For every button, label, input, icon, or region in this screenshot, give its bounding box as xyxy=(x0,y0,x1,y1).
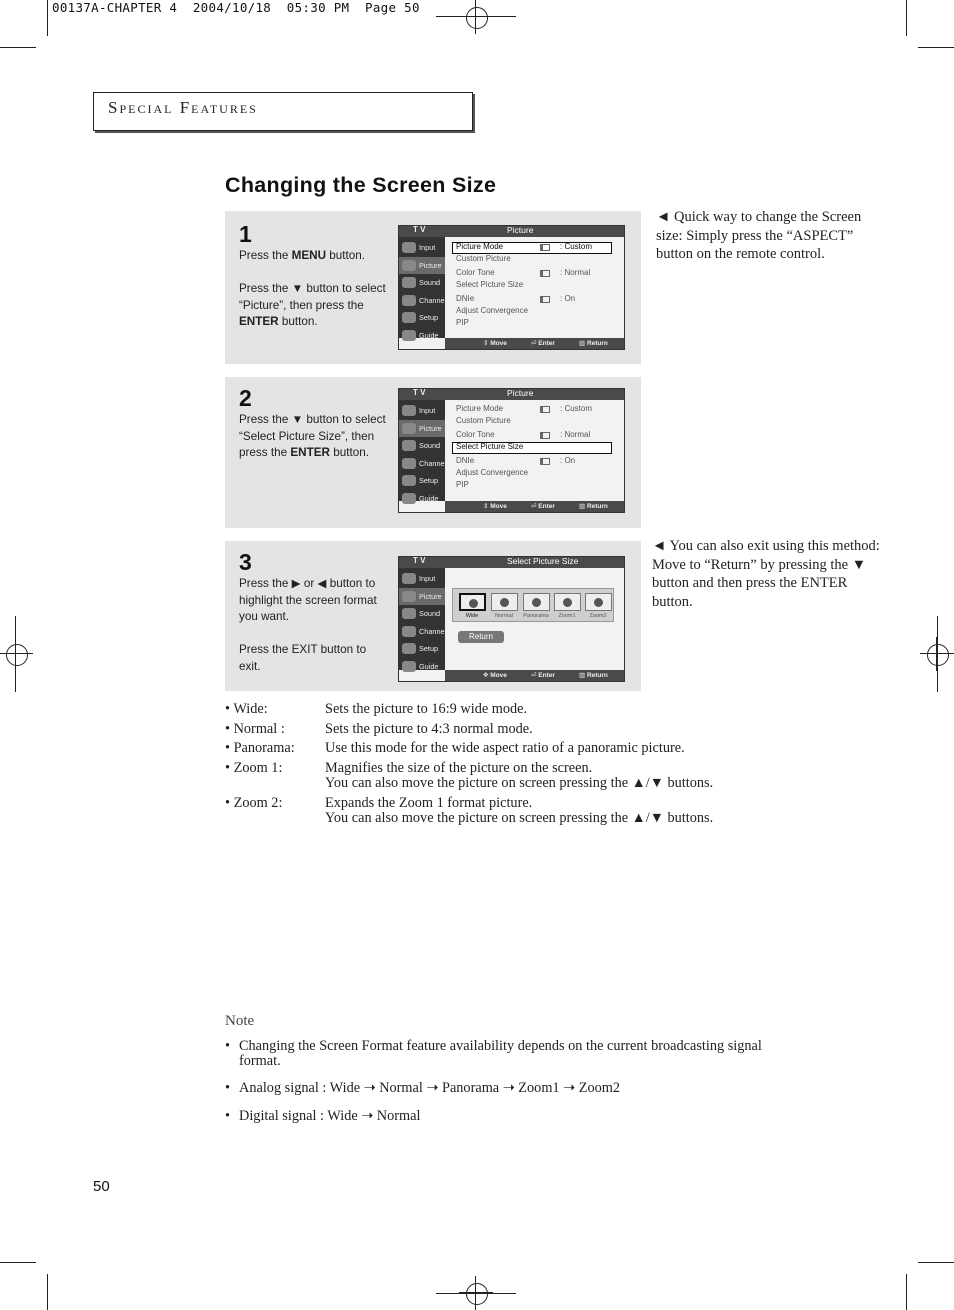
return-hint: ▥ Return xyxy=(579,672,608,679)
page-number: 50 xyxy=(93,1178,110,1195)
menu-row-color-tone[interactable]: Color Tone : Normal xyxy=(456,268,591,277)
picture-icon xyxy=(402,423,416,434)
tv-menu-screen xyxy=(398,388,625,513)
tv-size-screen xyxy=(398,556,625,682)
tv-footer xyxy=(445,501,624,512)
size-option-wide[interactable] xyxy=(459,593,486,611)
page-title: Changing the Screen Size xyxy=(225,173,497,197)
move-hint: ⇕ Move xyxy=(483,503,507,510)
return-button[interactable]: Return xyxy=(458,631,504,643)
menu-marker-icon xyxy=(540,296,550,303)
step-3-panel xyxy=(225,541,641,691)
move-hint: ✥ Move xyxy=(483,672,507,679)
step-line: Press the ▼ button to select “Picture”, then press the ENTER button. xyxy=(239,282,386,328)
crop-mark xyxy=(906,1274,907,1310)
menu-row-adjust-convergence[interactable]: Adjust Convergence xyxy=(456,306,529,315)
step-number: 2 xyxy=(239,385,252,411)
crop-mark xyxy=(47,0,48,36)
size-label: Normal xyxy=(495,613,513,619)
menu-marker-icon xyxy=(540,458,550,465)
menu-row-dnie[interactable]: DNIe : On xyxy=(456,456,576,465)
step-instructions xyxy=(239,576,389,692)
tv-sidebar-item-picture[interactable]: Picture xyxy=(399,420,445,437)
tv-menu-header: Picture xyxy=(507,225,534,235)
step-instructions xyxy=(239,412,389,478)
move-hint: ⇕ Move xyxy=(483,340,507,347)
return-hint: ▥ Return xyxy=(579,503,608,510)
menu-row-select-picture-size[interactable]: Select Picture Size xyxy=(456,442,524,451)
step-line: Press the ▶ or ◀ button to highlight the screen format you want. xyxy=(239,577,377,623)
crop-mark xyxy=(0,47,36,48)
size-label: Wide xyxy=(465,613,479,619)
tv-sidebar-item-sound[interactable]: Sound xyxy=(399,605,445,622)
tv-sidebar-item-setup[interactable]: Setup xyxy=(399,472,445,489)
tv-sidebar-item-setup[interactable]: Setup xyxy=(399,309,445,326)
tv-menu-header: Select Picture Size xyxy=(507,556,579,566)
note-heading: Note xyxy=(225,1013,255,1029)
size-label: Panorama xyxy=(523,613,549,619)
guide-icon xyxy=(402,330,416,341)
size-label: Zoom1 xyxy=(558,613,576,619)
menu-row-pip[interactable]: PIP xyxy=(456,318,469,327)
tv-sidebar-item-input[interactable]: Input xyxy=(399,570,445,587)
return-hint: ▥ Return xyxy=(579,340,608,347)
size-option-zoom1[interactable] xyxy=(554,593,581,611)
tv-sidebar-item-sound[interactable]: Sound xyxy=(399,274,445,291)
picture-icon xyxy=(402,260,416,271)
tv-sidebar xyxy=(399,568,445,670)
tv-menu-screen xyxy=(398,225,625,350)
tv-sidebar-item-guide[interactable]: Guide xyxy=(399,658,445,675)
step-line: Press the ▼ button to select “Select Picture Size”, then press the ENTER button. xyxy=(239,413,386,459)
sound-icon xyxy=(402,277,416,288)
crop-mark xyxy=(918,47,954,48)
input-icon xyxy=(402,242,416,253)
menu-marker-icon xyxy=(540,432,550,439)
tv-sidebar-item-channel[interactable]: Channel xyxy=(399,292,445,309)
tv-footer xyxy=(445,338,624,349)
tv-sidebar-item-picture[interactable]: Picture xyxy=(399,588,445,605)
step-line: Press the EXIT button to exit. xyxy=(239,643,367,673)
registration-mark-icon xyxy=(920,637,954,671)
menu-row-picture-mode[interactable]: Picture Mode : Custom xyxy=(456,242,593,251)
tv-brand: T V xyxy=(413,225,426,234)
tv-title-bar xyxy=(399,226,624,237)
menu-marker-icon xyxy=(540,244,550,251)
side-note-aspect: ◄ Quick way to change the Screen size: Simply press the “ASPECT” button on the remote control. xyxy=(656,209,862,262)
menu-marker-icon xyxy=(540,406,550,413)
side-note-return: ◄ You can also exit using this method: Move to “Return” by pressing the ▼ button and then press the ENTER button. xyxy=(652,538,880,610)
registration-mark-icon xyxy=(459,0,493,34)
section-title: Special Features xyxy=(108,98,258,117)
sound-icon xyxy=(402,608,416,619)
size-option-normal[interactable] xyxy=(491,593,518,611)
tv-sidebar-item-channel[interactable]: Channel xyxy=(399,623,445,640)
menu-row-custom-picture[interactable]: Custom Picture xyxy=(456,416,511,425)
crop-mark xyxy=(47,1274,48,1310)
picture-icon xyxy=(402,591,416,602)
menu-row-picture-mode[interactable]: Picture Mode : Custom xyxy=(456,404,593,413)
tv-menu-list xyxy=(445,237,624,338)
note-item: • Digital signal : Wide ➝ Normal xyxy=(225,1108,421,1124)
tv-sidebar-item-picture[interactable]: Picture xyxy=(399,257,445,274)
setup-icon xyxy=(402,475,416,486)
input-icon xyxy=(402,573,416,584)
tv-menu-header: Picture xyxy=(507,388,534,398)
tv-size-selector xyxy=(445,568,624,670)
note-item: • Changing the Screen Format feature availability depends on the current broadcasting signal format. xyxy=(225,1038,762,1069)
tv-sidebar-item-input[interactable]: Input xyxy=(399,239,445,256)
size-option-panorama[interactable] xyxy=(523,593,550,611)
crop-mark xyxy=(906,0,907,36)
tv-sidebar-item-setup[interactable]: Setup xyxy=(399,640,445,657)
tv-sidebar xyxy=(399,237,445,338)
setup-icon xyxy=(402,312,416,323)
step-number: 1 xyxy=(239,221,252,247)
enter-hint: ⏎ Enter xyxy=(531,672,555,679)
input-icon xyxy=(402,405,416,416)
crop-mark xyxy=(0,1262,36,1263)
menu-row-dnie[interactable]: DNIe : On xyxy=(456,294,576,303)
tv-title-bar xyxy=(399,557,624,568)
crop-mark xyxy=(918,1262,954,1263)
menu-row-pip[interactable]: PIP xyxy=(456,480,469,489)
tv-brand: T V xyxy=(413,388,426,397)
tv-menu-list xyxy=(445,400,624,501)
tv-sidebar-item-input[interactable]: Input xyxy=(399,402,445,419)
channel-icon xyxy=(402,295,416,306)
tv-sidebar-item-guide[interactable]: Guide xyxy=(399,327,445,344)
tv-footer xyxy=(445,670,624,681)
tv-sidebar-item-channel[interactable]: Channel xyxy=(399,455,445,472)
tv-title-bar xyxy=(399,389,624,400)
menu-row-select-picture-size[interactable]: Select Picture Size xyxy=(456,280,524,289)
note-item: • Analog signal : Wide ➝ Normal ➝ Panorama ➝ Zoom1 ➝ Zoom2 xyxy=(225,1080,621,1096)
menu-row-color-tone[interactable]: Color Tone : Normal xyxy=(456,430,591,439)
setup-icon xyxy=(402,643,416,654)
step-2-panel xyxy=(225,377,641,528)
tv-brand: T V xyxy=(413,556,426,565)
step-number: 3 xyxy=(239,549,252,575)
enter-hint: ⏎ Enter xyxy=(531,340,555,347)
guide-icon xyxy=(402,661,416,672)
tv-sidebar xyxy=(399,400,445,501)
tv-sidebar-item-sound[interactable]: Sound xyxy=(399,437,445,454)
channel-icon xyxy=(402,626,416,637)
sound-icon xyxy=(402,440,416,451)
step-1-panel xyxy=(225,211,641,364)
picture-size-options xyxy=(452,588,614,622)
step-line: Press the MENU button. xyxy=(239,249,366,262)
menu-row-adjust-convergence[interactable]: Adjust Convergence xyxy=(456,468,529,477)
size-label: Zoom2 xyxy=(589,613,607,619)
step-instructions xyxy=(239,248,389,347)
menu-row-custom-picture[interactable]: Custom Picture xyxy=(456,254,511,263)
registration-mark-icon xyxy=(0,637,33,671)
guide-icon xyxy=(402,493,416,504)
menu-marker-icon xyxy=(540,270,550,277)
tv-sidebar-item-guide[interactable]: Guide xyxy=(399,490,445,507)
registration-mark-icon xyxy=(459,1276,493,1310)
print-slug: 00137A-CHAPTER 4 2004/10/18 05:30 PM Page 50 xyxy=(52,0,420,15)
enter-hint: ⏎ Enter xyxy=(531,503,555,510)
channel-icon xyxy=(402,458,416,469)
size-option-zoom2[interactable] xyxy=(585,593,612,611)
